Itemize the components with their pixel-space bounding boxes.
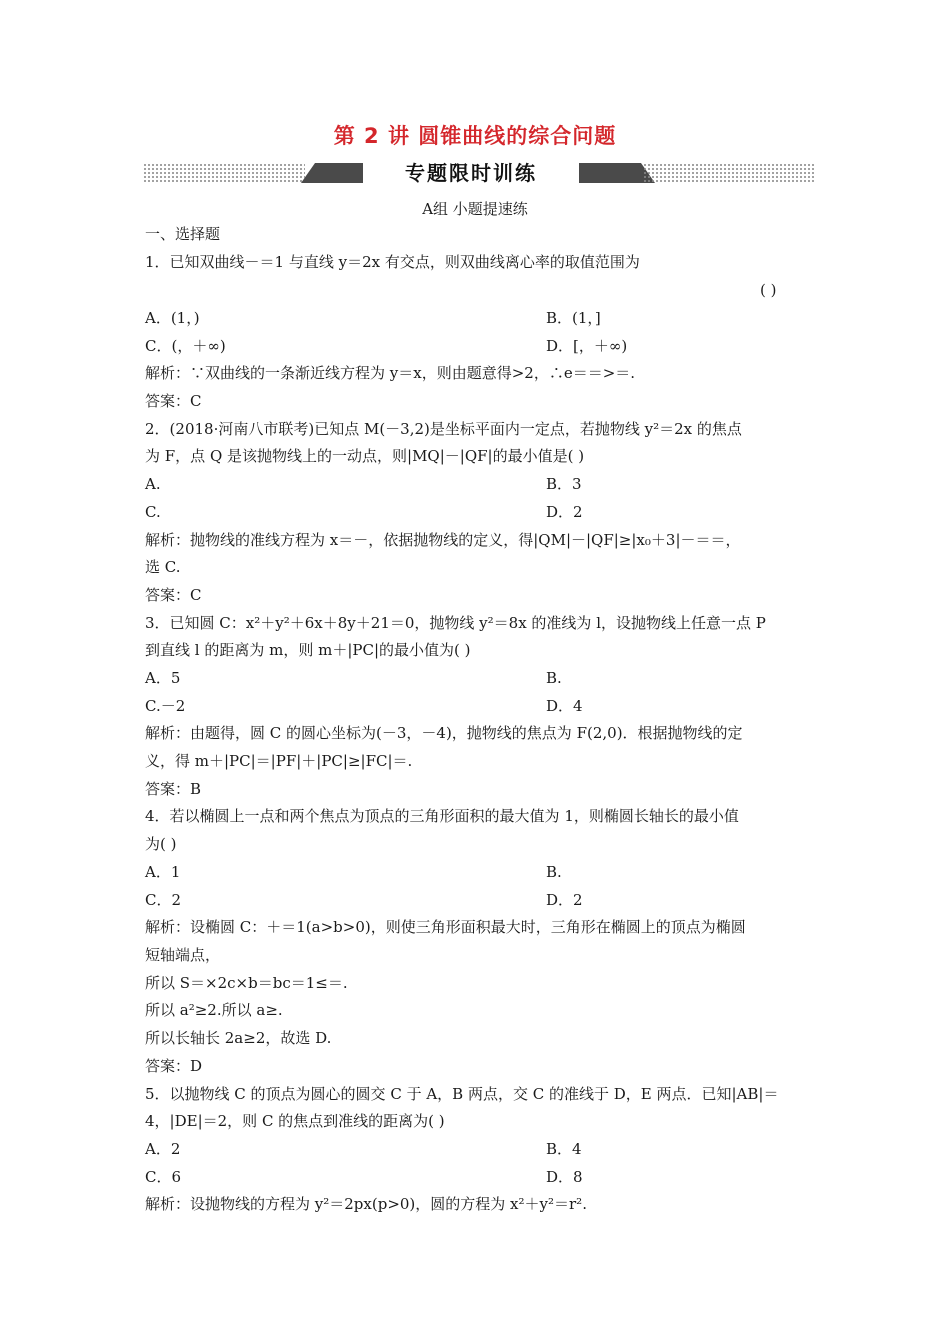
text-line: 答案：C	[145, 586, 202, 604]
option-text: B．4	[546, 1140, 582, 1158]
text-line: A．2	[145, 1140, 181, 1158]
text-line: 到直线 l 的距离为 m，则 m＋|PC|的最小值为( )	[145, 641, 471, 659]
text-line: 1．已知双曲线－＝1 与直线 y＝2x 有交点，则双曲线离心率的取值范围为	[145, 253, 640, 271]
option-text: D．2	[546, 503, 583, 521]
text-line: 所以长轴长 2a≥2，故选 D.	[145, 1029, 332, 1047]
text-line: 2．(2018·河南八市联考)已知点 M(－3,2)是坐标平面内一定点，若抛物线 y²＝2x 的焦点	[145, 420, 742, 438]
text-line: 答案：D	[145, 1057, 203, 1075]
group-heading: A组 小题提速练	[422, 200, 528, 218]
text-line: A．1	[145, 863, 181, 881]
text-line: 为 F，点 Q 是该抛物线上的一动点，则|MQ|－|QF|的最小值是( )	[145, 447, 585, 465]
text-line: 短轴端点，	[145, 946, 221, 964]
option-text: D．4	[546, 697, 583, 715]
option-text: B．(1，]	[546, 309, 601, 327]
text-line: A．5	[145, 669, 181, 687]
banner-bar-left	[301, 163, 363, 183]
text-line: C．6	[145, 1168, 182, 1186]
text-line: 所以 a²≥2.所以 a≥.	[145, 1001, 283, 1019]
text-line: C.－2	[145, 697, 186, 715]
section-banner	[143, 160, 815, 186]
text-line: 答案：C	[145, 392, 202, 410]
text-line: C.	[145, 503, 161, 521]
text-line: 解析：由题得，圆 C 的圆心坐标为(－3，－4)，抛物线的焦点为 F(2,0)．根据抛物线的定	[145, 724, 743, 742]
text-line: 解析：设椭圆 C：＋＝1(a>b>0)，则使三角形面积最大时，三角形在椭圆上的顶点为椭圆	[145, 918, 746, 936]
text-line: 选 C.	[145, 558, 181, 576]
text-line: 答案：B	[145, 780, 202, 798]
text-line: A.	[145, 475, 161, 493]
option-text: B.	[546, 669, 562, 687]
text-line: 4，|DE|＝2，则 C 的焦点到准线的距离为( )	[145, 1112, 445, 1130]
text-line: 解析：设抛物线的方程为 y²＝2px(p>0)，圆的方程为 x²＋y²＝r².	[145, 1195, 587, 1213]
option-text: ( )	[760, 281, 777, 299]
option-text: D．2	[546, 891, 583, 909]
option-text: B．3	[546, 475, 582, 493]
text-line: 所以 S＝×2c×b＝bc＝1≤＝.	[145, 974, 348, 992]
banner-dots-left	[143, 163, 305, 183]
text-line: 一、选择题	[145, 225, 221, 243]
text-line: 义，得 m＋|PC|＝|PF|＋|PC|≥|FC|＝.	[145, 752, 413, 770]
text-line: 4．若以椭圆上一点和两个焦点为顶点的三角形面积的最大值为 1，则椭圆长轴长的最小值	[145, 807, 739, 825]
text-line: C．2	[145, 891, 182, 909]
text-line: 3．已知圆 C：x²＋y²＋6x＋8y＋21＝0，抛物线 y²＝8x 的准线为 l，设抛物线上任意一点 P	[145, 614, 766, 632]
text-line: A．(1，)	[145, 309, 200, 327]
text-line: C．(，＋∞)	[145, 337, 226, 355]
text-line: 解析：抛物线的准线方程为 x＝－，依据抛物线的定义，得|QM|－|QF|≥|x₀＋3|－＝＝，	[145, 531, 741, 549]
option-text: B.	[546, 863, 562, 881]
option-text: D．[，＋∞)	[546, 337, 628, 355]
text-line: 为( )	[145, 835, 177, 853]
option-text: D．8	[546, 1168, 583, 1186]
banner-dots-right	[643, 163, 815, 183]
page-title: 第 2 讲 圆锥曲线的综合问题	[333, 124, 617, 148]
banner-label: 专题限时训练	[405, 161, 537, 185]
text-line: 解析：∵双曲线的一条渐近线方程为 y＝x，则由题意得>2，∴e＝＝>＝.	[145, 364, 636, 382]
text-line: 5．以抛物线 C 的顶点为圆心的圆交 C 于 A，B 两点，交 C 的准线于 D，E 两点．已知|AB|＝	[145, 1085, 779, 1103]
